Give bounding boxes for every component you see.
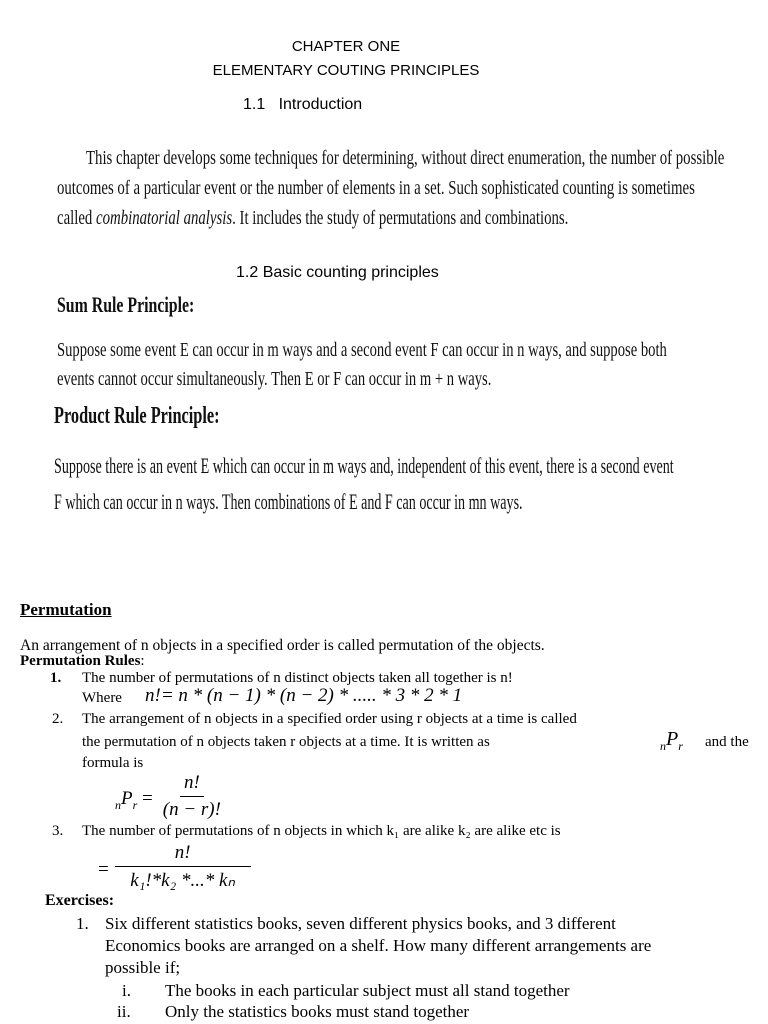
- npr-numerator: n!: [180, 772, 204, 797]
- exercise-1-line-2: Economics books are arranged on a shelf. How many different arrangements are: [105, 936, 652, 955]
- multiset-denominator: k₁!*k₂ *...* kₙ: [130, 870, 235, 891]
- intro-line-1: This chapter develops some techniques for determining, without direct enumeration, the number of possible: [86, 147, 725, 169]
- rule-1-text: The number of permutations of n distinct objects taken all together is n!: [82, 670, 513, 686]
- npr-formula: $_nP_r$ = $\frac{n!}{(n - r)!}$: [115, 772, 225, 821]
- chapter-label: CHAPTER ONE: [291, 38, 401, 55]
- exercise-1-sub-i: The books in each particular subject must all stand together: [165, 981, 570, 1000]
- section-heading-basic-counting: 1.2 Basic counting principles: [236, 264, 439, 281]
- rule-2-line-3: formula is: [82, 755, 144, 771]
- exercise-1-sub-ii-number: ii.: [117, 1002, 131, 1021]
- term-combinatorial-analysis: combinatorial analysis: [96, 207, 233, 229]
- rule-1-where: Where: [82, 690, 122, 706]
- permutation-definition: An arrangement of n objects in a specified order is called permutation of the objects.: [20, 637, 545, 654]
- exercise-1-number: 1.: [76, 914, 89, 933]
- intro-line-2: outcomes of a particular event or the number of elements in a set. Such sophisticated counting is sometimes: [57, 177, 695, 199]
- exercise-1-sub-ii: Only the statistics books must stand together: [165, 1002, 470, 1021]
- sum-rule-heading: Sum Rule Principle:: [57, 292, 195, 317]
- product-rule-line-2: F which can occur in n ways. Then combinations of E and F can occur in mn ways.: [54, 489, 523, 514]
- product-rule-heading: Product Rule Principle:: [54, 403, 220, 429]
- rule-2-line-2: the permutation of n objects taken r objects at a time. It is written as: [82, 734, 490, 750]
- npr-denominator: (n − r)!: [162, 799, 221, 820]
- permutation-heading: Permutation: [20, 600, 112, 619]
- rule-2-number: 2.: [52, 711, 64, 727]
- product-rule-line-1: Suppose there is an event E which can occur in m ways and, independent of this event, there is a second event: [54, 453, 674, 478]
- multiset-permutation-formula: = $\frac{n!}{\text{k₁!*k₂ *...* kₙ}}$: [98, 842, 251, 892]
- rule-2-line-2-end: and the: [705, 734, 749, 750]
- exercise-1-line-3: possible if;: [105, 958, 181, 977]
- exercise-1-line-1: Six different statistics books, seven different physics books, and 3 different: [105, 914, 616, 933]
- section-heading-introduction: 1.1 Introduction: [243, 96, 363, 113]
- sum-rule-line-2: events cannot occur simultaneously. Then E or F can occur in m + n ways.: [57, 368, 492, 390]
- exercises-heading: Exercises:: [45, 892, 115, 909]
- rule-3-text: The number of permutations of n objects in which k₁ are alike k₂ are alike etc is: [82, 823, 561, 839]
- npr-symbol-inline: $_nP_r$: [660, 728, 683, 753]
- multiset-numerator: n!: [115, 842, 251, 867]
- rule-3-number: 3.: [52, 823, 64, 839]
- rule-1-number: 1.: [50, 670, 62, 686]
- exercise-1-sub-i-number: i.: [122, 981, 131, 1000]
- rule-1-formula: n!= n * (n − 1) * (n − 2) * ..... * 3 * 2 * 1: [145, 685, 463, 706]
- chapter-title: ELEMENTARY COUTING PRINCIPLES: [212, 62, 480, 79]
- sum-rule-line-1: Suppose some event E can occur in m ways and a second event F can occur in n ways, and suppose both: [57, 339, 667, 361]
- rule-2-line-1: The arrangement of n objects in a specified order using r objects at a time is called: [82, 711, 577, 727]
- intro-line-3: called combinatorial analysis. It includes the study of permutations and combinations.: [57, 207, 569, 229]
- permutation-rules-heading: Permutation Rules:: [20, 653, 145, 669]
